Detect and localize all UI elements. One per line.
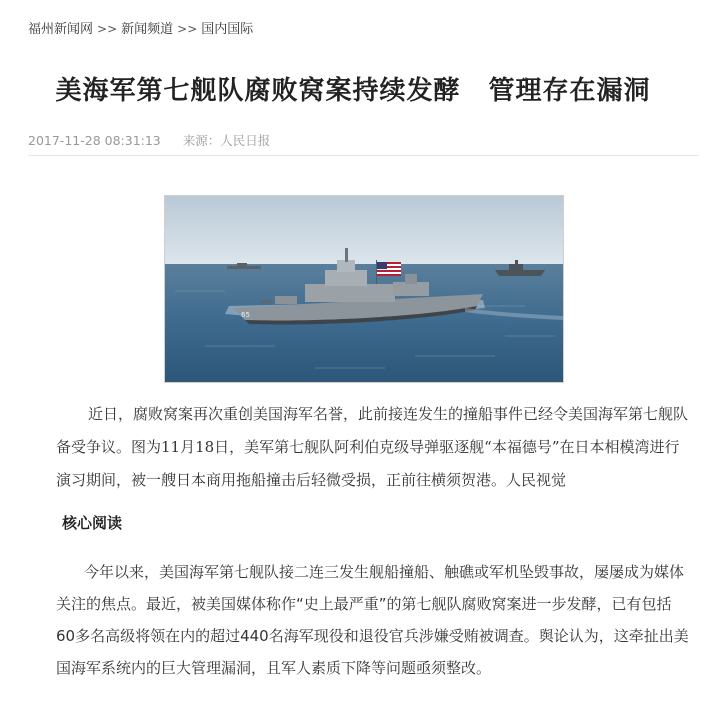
article-body-text: 今年以来，美国海军第七舰队接二连三发生舰船撞船、触礁或军机坠毁事故，屡屡成为媒体关注的焦点。最近，被美国媒体称作“史上最严重”的第七舰队腐败窝案进一步发酵，已有包括60多名高级将领在内的超过440名海军现役和退役官兵涉嫌受贿被调查。舆论认为，这牵扯出美国海军系统内的巨大管理漏洞，且军人素质下降等问题亟须整改。 [56, 563, 689, 677]
warship-photo [164, 195, 564, 383]
breadcrumb-link-news-channel[interactable]: 新闻频道 [121, 22, 174, 37]
article-body-paragraph [56, 556, 690, 684]
breadcrumb-link-domestic-international[interactable]: 国内国际 [201, 22, 254, 37]
breadcrumb-link-home[interactable]: 福州新闻网 [28, 22, 94, 37]
article-meta [28, 131, 270, 149]
photo-caption-text: 近日，腐败窝案再次重创美国海军名誉，此前接连发生的撞船事件已经令美国海军第七舰队备受争议。图为11月18日，美军第七舰队阿利伯克级导弹驱逐舰“本福德号”在日本相模湾进行演习期间，被一艘日本商用拖船撞击后轻微受损，正前往横须贺港。人民视觉 [56, 405, 689, 489]
page-title-main: 美海军第七舰队腐败窝案持续发酵 [55, 76, 461, 106]
photo-caption [56, 398, 690, 497]
breadcrumb [28, 18, 253, 37]
publish-datetime: 2017-11-28 08:31:13 [28, 133, 161, 148]
svg-text:65: 65 [241, 311, 250, 319]
warship-photo-graphic [165, 196, 563, 382]
article-source: 来源：人民日报 [182, 133, 271, 148]
section-heading-core-reading: 核心阅读 [62, 514, 123, 532]
header-divider [28, 155, 698, 156]
page-title [0, 70, 706, 107]
page-title-secondary: 管理存在漏洞 [488, 76, 651, 106]
breadcrumb-separator: >> [97, 22, 118, 36]
breadcrumb-separator: >> [177, 22, 198, 36]
